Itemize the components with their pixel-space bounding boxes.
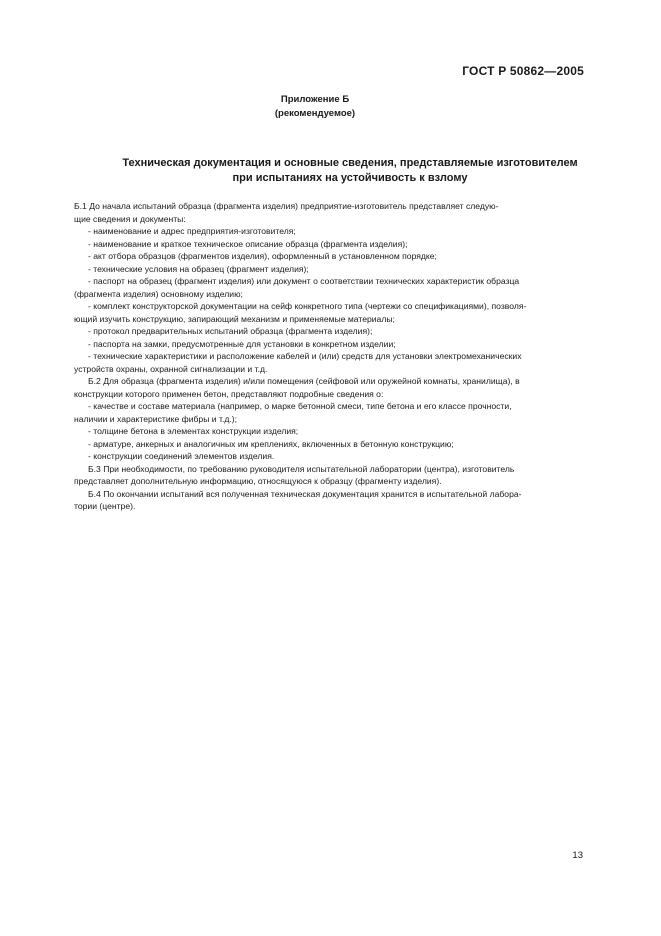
body-line: наличии и характеристике фибры и т.д.);	[74, 413, 237, 424]
body-line: щие сведения и документы:	[74, 213, 186, 224]
body-line: - конструкции соединений элементов изделия.	[88, 451, 275, 461]
body-line: - наименование и краткое техническое описание образца (фрагмента изделия);	[88, 238, 408, 249]
body-line: - комплект конструкторской документации на сейф конкретного типа (чертежи со спецификациями), позволя-	[88, 301, 527, 311]
body-line: конструкции которого применен бетон, представляют подробные сведения о:	[74, 388, 384, 399]
body-line: Б.1 До начала испытаний образца (фрагмента изделия) предприятие-изготовитель представляет следую-	[74, 201, 499, 211]
page-number: 13	[572, 850, 583, 861]
body-line: - качестве и составе материала (например, о марке бетонной смеси, типе бетона и его классе прочности,	[88, 401, 512, 411]
body-line: представляет дополнительную информацию, относящуюся к образцу (фрагменту изделия).	[74, 476, 442, 486]
body-line: - акт отбора образцов (фрагментов изделия), оформленный в установленном порядке;	[88, 251, 437, 261]
body-line: ющий изучить конструкцию, запирающий механизм и применяемые материалы;	[74, 313, 395, 324]
body-line: - арматуре, анкерных и аналогичных им креплениях, включенных в бетонную конструкцию;	[88, 438, 454, 449]
appendix-heading	[0, 93, 630, 121]
title-line-1: Техническая документация и основные сведения, представляемые изготовителем	[122, 157, 578, 169]
appendix-status: (рекомендуемое)	[274, 108, 356, 119]
body-line: Б.4 По окончании испытаний вся полученная техническая документация хранится в испытательной лабора-	[88, 488, 522, 499]
body-text	[74, 200, 584, 513]
body-line: Б.3 При необходимости, по требованию руководителя испытательной лаборатории (центра), изготовитель	[88, 463, 515, 474]
body-line: - технические характеристики и расположение кабелей и (или) средств для установки электромеханических	[88, 351, 522, 361]
body-line: - паспорт на образец (фрагмент изделия) или документ о соответствии технических характеристик образца	[88, 276, 520, 286]
body-line: устройств охраны, охранной сигнализации и т.д.	[74, 363, 268, 374]
body-line: - технические условия на образец (фрагмент изделия);	[88, 263, 309, 274]
body-line: (фрагмента изделия) основному изделию;	[74, 288, 243, 299]
section-title	[70, 156, 630, 186]
body-line: - наименование и адрес предприятия-изготовителя;	[88, 226, 296, 236]
body-line: - протокол предварительных испытаний образца (фрагмента изделия);	[88, 326, 373, 336]
title-line-2: при испытаниях на устойчивость к взлому	[232, 172, 468, 184]
body-line: тории (центре).	[74, 501, 136, 511]
body-line: - паспорта на замки, предусмотренные для установки в конкретном изделии;	[88, 338, 396, 349]
appendix-label: Приложение Б	[280, 94, 350, 105]
body-line: Б.2 Для образца (фрагмента изделия) и/или помещения (сейфовой или оружейной комнаты, хранилища), в	[88, 376, 520, 386]
body-line: - толщине бетона в элементах конструкции изделия;	[88, 426, 299, 436]
document-code: ГОСТ Р 50862—2005	[462, 64, 584, 78]
